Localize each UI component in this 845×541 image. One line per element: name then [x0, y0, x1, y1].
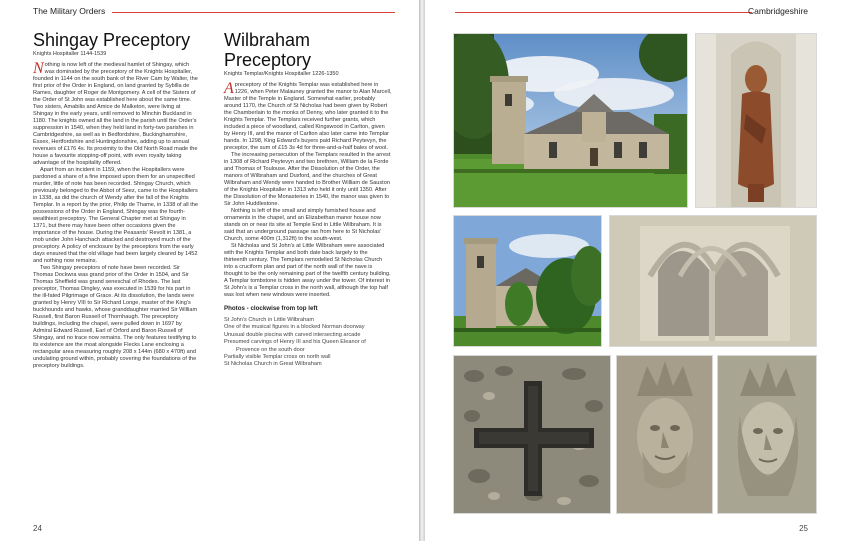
- shingay-subtitle: Knights Hospitaller 1144-1539: [33, 51, 107, 57]
- carved-head-illustration: [718, 356, 816, 513]
- right-page: [425, 0, 845, 541]
- photo-eleanor-carving: [717, 355, 817, 514]
- church-illustration: [454, 216, 601, 346]
- wilbraham-title: Wilbraham Preceptory: [224, 30, 312, 70]
- photo-captions: [224, 317, 392, 369]
- dropcap: N: [33, 60, 44, 77]
- caption-line: Partially visible Templar cross on north wall: [224, 354, 331, 361]
- photo-st-johns-church: [453, 33, 688, 208]
- header-rule: [112, 12, 395, 13]
- paragraph: St Nicholas and St John's at Little Wilbraham were associated with the Knights Templar and both date back largely to the thirteenth century. The Templars remodelled St Nicholas Church into a cruciform plan and part of the north wall of the nave is thought to be the only remaining part of the twelfth century building. A Templar tombstone is hidden away under the tower. Of interest in St John's is a Templar cross in the north wall, although the top half was lost when new windows were inserted.: [224, 243, 391, 298]
- caption-line: Presumed carvings of Henry III and his Queen Eleanor of: [224, 339, 366, 346]
- photos-caption-title: Photos - clockwise from top left: [224, 305, 318, 312]
- running-header-left: The Military Orders: [33, 6, 106, 16]
- caption-line: One of the musical figures in a blocked Norman doorway: [224, 324, 365, 331]
- running-header-right: Cambridgeshire: [748, 6, 808, 16]
- photo-templar-cross: [453, 355, 611, 514]
- shingay-title: Shingay Preceptory: [33, 30, 191, 50]
- wilbraham-subtitle: Knights Templar/Knights Hospitaller 1226-1350: [224, 71, 339, 77]
- paragraph: Two Shingay preceptors of note have been recorded. Sir Thomas Dockwra was grand prior of the Order in 1504, and Sir Thomas Sheffield was grand seneschal of Rhodes. The last preceptor, Thomas Dingley, was executed in 1539 for his part in the ill-fated Pilgrimage of Grace. At its dissolution, the lands were granted by Henry VIII to Sir Richard Longe, master of the King's buckhounds and hawks, whose granddaughter married Sir William Russell, first Baron Russell of Thornhaugh. The preceptory buildings, including the chapel, were pulled down in 1697 by Admiral Edward Russell, Earl of Orford and Baron Russell of Shingay, and no trace now remains. The only features testifying to its existence are the moat alongside Flecks Lane enclosing a rectangular area measuring roughly 208 x 144m (680 x 470ft) and undulating ground within, probably covering the foundations of the preceptory buildings.: [33, 265, 198, 369]
- church-illustration: [454, 34, 687, 207]
- dropcap: A: [224, 80, 234, 97]
- carved-head-illustration: [617, 356, 712, 513]
- caption-line: Unusual double piscina with carved intersecting arcade: [224, 331, 361, 338]
- caption-line: Provence on the south door: [236, 346, 305, 353]
- shingay-column: [33, 30, 199, 370]
- photo-henry-carving: [616, 355, 713, 514]
- page-number-left: 24: [33, 524, 42, 533]
- flint-wall-illustration: [454, 356, 610, 513]
- wilbraham-body: [224, 82, 392, 299]
- piscina-illustration: [610, 216, 816, 346]
- page-number-right: 25: [799, 524, 808, 533]
- wilbraham-column: [224, 30, 392, 369]
- photo-st-nicholas-church: [453, 215, 602, 347]
- paragraph: othing is now left of the medieval hamlet of Shingay, which was dominated by the preceptory of the Knights Hospitaller, founded in 1144 on the south bank of the River Cam by Walter, the first prior of the Order in England, on land granted by Sybilla de Rames, daughter of Roger de Montgomery. A cell of the Sisters of the Order of St John was established here about the same time. Two sisters, Amabilis and Amice de Malketon, were living at Shingay in the early years, until removed to Minchin Buckland in 1180. The knights owned all the land in the parish until the Order's suppression in 1540, when they held land in forty-two parishes in Cambridgeshire, as well as in Bedfordshire, Buckinghamshire, Essex, Hertfordshire and Huntingdonshire, adding up to annual revenues of £176 4s. Its proximity to the Old North Road made the house a favourite stopping-off point, with even royalty taking advantage of the hospitality offered.: [33, 62, 198, 166]
- photo-musical-figure: [695, 33, 817, 208]
- photo-double-piscina: [609, 215, 817, 347]
- left-page: [0, 0, 419, 541]
- paragraph: preceptory of the Knights Templar was established here in 1226, when Peter Malauney granted the manor to Alan Marcell, Master of the Temple in England. Somewhat earlier, probably around 1170, the Church of St Nicholas had been given by Robert the Chamberlain to the monks of Denny, who later granted it to the Knights Templar. The Templars received further grants, which included a piece of woodland, called Kingswood in Carlton, given by Henry III, and the manor of Carlton also later came into Templar hands. In 1298, King Edward's buyers paid Richard Peytevyn, the preceptor, the sum of £15 3s 4d for three-and-a-half bales of wool.: [224, 82, 392, 151]
- carved-figure-illustration: [696, 34, 816, 207]
- caption-line: St John's Church in Little Wilbraham: [224, 317, 314, 323]
- paragraph: Apart from an incident in 1159, when the Hospitallers were pardoned a share of a fine imposed upon them for an unspecified murder, little of note has been recorded. Shingay Church, which previously belonged to the Abbot of Seez, came to the Hospitallers in 1338, as did the church of Wendy after the fall of the Knights Templar. In a report by the prior, Philip de Thame, in 1338 of all the possessions of the Order in England, Shingay was the fourth-wealthiest preceptory. The General Chapter met at Shingay in 1371, but there may have been other occasions given the importance of the house. During the Peasants' Revolt in 1381, a mob under John Hanchach attacked and destroyed much of the preceptory. A policy of enclosure by the preceptors from the early days ensured that the old village had been largely cleared by 1452 and nothing now remains.: [33, 167, 199, 264]
- shingay-body: [33, 62, 199, 370]
- caption-line: St Nicholas Church in Great Wilbraham: [224, 361, 322, 368]
- paragraph: Nothing is left of the small and simply furnished house and ornaments in the chapel, and an Elizabethan manor house now stands on or near its site at Temple End in Little Wilbraham. It is said that an underground passage ran from here to St Nicholas' Church, some 400m (1,312ft) to the south-west.: [224, 208, 382, 242]
- paragraph: The increasing persecution of the Templars resulted in the arrest in 1308 of Richard Peytevyn and two brethren, William de la Forde and Thomas of Toulouse. After the Dissolution of the Order, the manors of Wilbraham and Duxford, and the churches of Great Wilbraham and Wendy were handed to Brother William de Sauston of the Knights Hospitaller in 1313 who held it only until 1350. After the Dissolution of the Monasteries in 1540, the manor was given to Sir John Huddlestone.: [224, 152, 391, 207]
- header-rule: [455, 12, 752, 13]
